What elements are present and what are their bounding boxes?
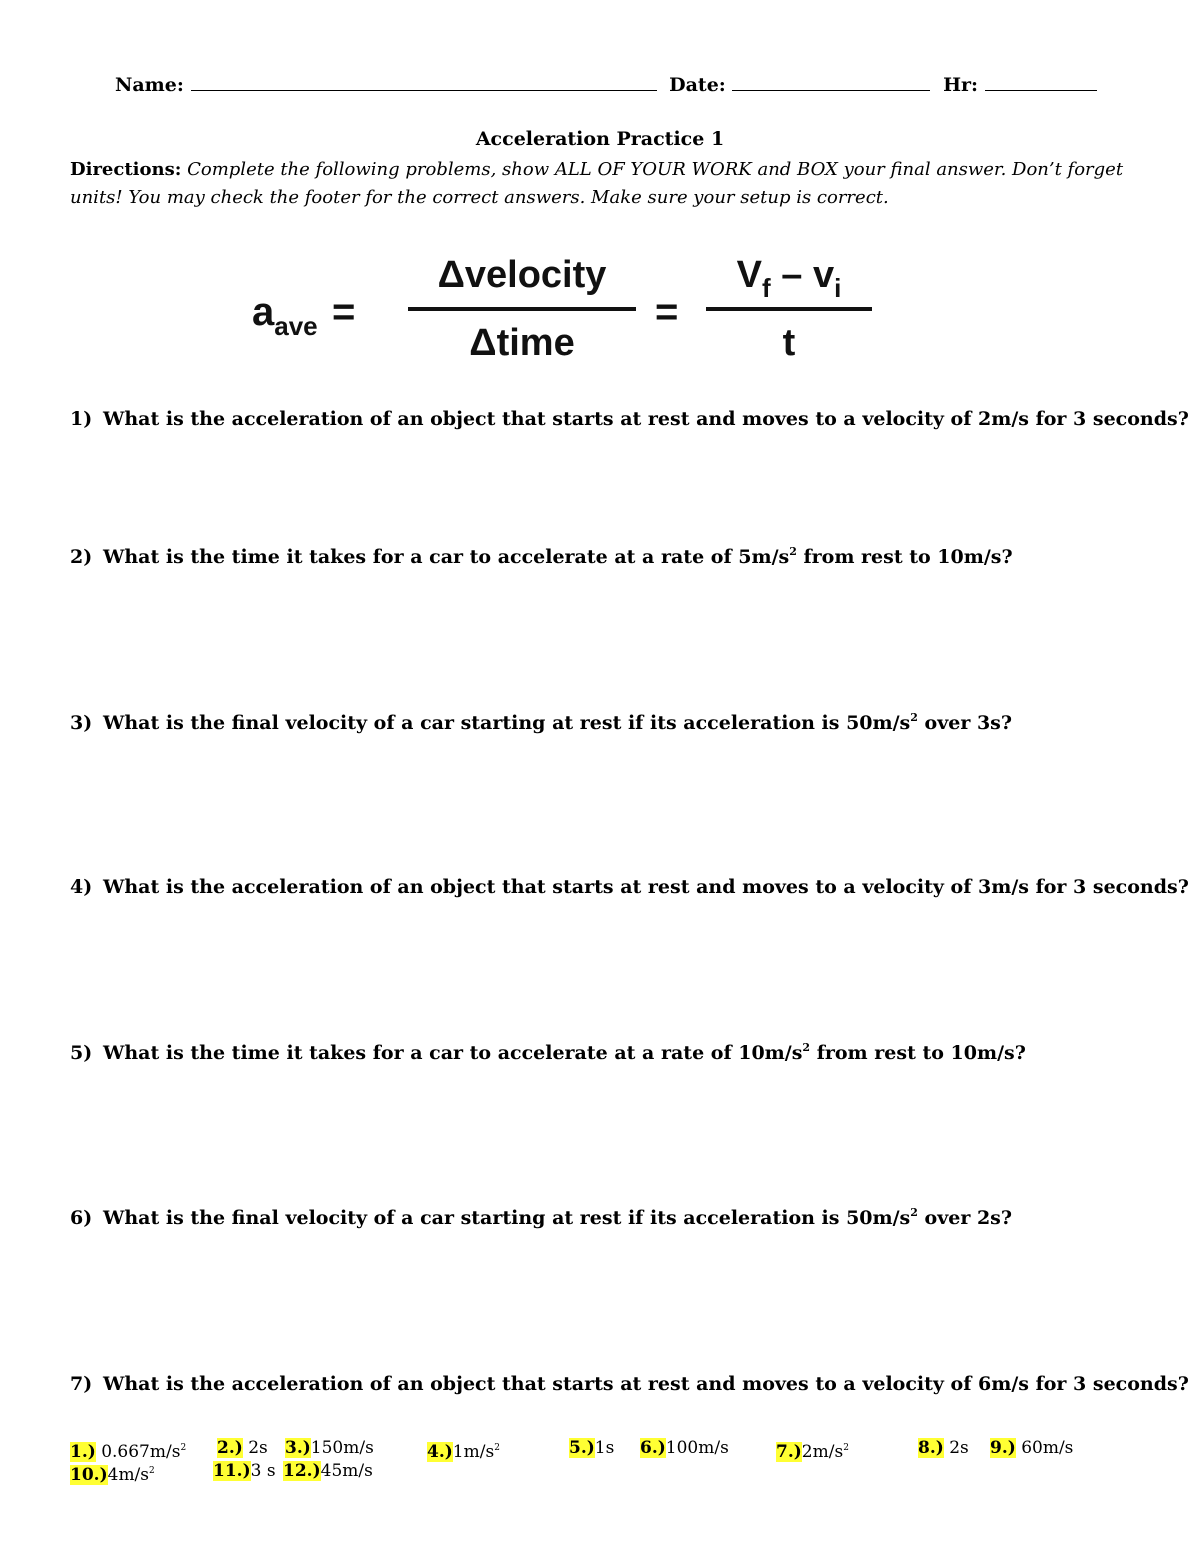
question-text: What is the acceleration of an object that starts at rest and moves to a velocity of 2m/s for 3 seconds? — [103, 408, 1189, 430]
date-field[interactable] — [732, 72, 930, 91]
question-2 — [70, 545, 1150, 568]
answer-number: 12.) — [283, 1461, 321, 1481]
question-text-end: from rest to 10m/s? — [796, 546, 1013, 568]
question-text: What is the final velocity of a car starting at rest if its acceleration is 50m/s — [103, 712, 911, 734]
question-text-end: from rest to 10m/s? — [810, 1042, 1026, 1064]
answer-value: 1s — [594, 1438, 615, 1458]
directions-text: Complete the following problems, show ALL OF YOUR WORK and BOX your final answer. Don’t forget units! You may check the footer for the correct answers. Make sure your setup is correct. — [70, 159, 1124, 208]
question-text: What is the acceleration of an object that starts at rest and moves to a velocity of 6m/s for 3 seconds? — [103, 1373, 1189, 1395]
question-number: 2) — [70, 546, 93, 568]
formula-lhs-subscript: ave — [274, 311, 318, 341]
answer-number: 5.) — [569, 1438, 595, 1458]
answer-7 — [776, 1437, 849, 1464]
answer-value: 150m/s — [310, 1438, 374, 1458]
final-subscript: f — [762, 273, 771, 303]
directions-lead: Directions: — [70, 159, 182, 180]
directions — [70, 156, 1130, 212]
fraction-bar — [706, 307, 872, 311]
exponent: 2 — [910, 711, 918, 724]
question-6 — [70, 1206, 1150, 1229]
formula-delta-time: Δtime — [469, 322, 575, 364]
answer-number: 8.) — [918, 1438, 944, 1458]
answer-5 — [569, 1437, 614, 1460]
question-number: 7) — [70, 1373, 93, 1395]
formula-delta-velocity: Δvelocity — [437, 254, 607, 296]
answer-number: 10.) — [70, 1465, 108, 1485]
answer-number: 1.) — [70, 1442, 96, 1462]
exponent: 2 — [789, 545, 797, 558]
acceleration-formula — [250, 245, 890, 380]
question-number: 4) — [70, 876, 93, 898]
formula-lhs-symbol: a — [252, 290, 275, 334]
answer-2 — [217, 1437, 268, 1460]
initial-subscript: i — [834, 273, 842, 303]
header-line — [115, 72, 1090, 96]
formula-equals-2: = — [655, 290, 679, 334]
hr-field[interactable] — [985, 72, 1097, 91]
question-text: What is the acceleration of an object that starts at rest and moves to a velocity of 3m/s for 3 seconds? — [103, 876, 1189, 898]
answer-value: 0.667m/s — [95, 1442, 181, 1462]
exponent: 2 — [843, 1443, 849, 1453]
formula-fraction-delta — [408, 245, 636, 373]
answer-number: 9.) — [990, 1438, 1016, 1458]
question-4 — [70, 876, 1189, 898]
formula-velocity-difference — [706, 245, 872, 301]
exponent: 2 — [494, 1443, 500, 1453]
minus-sign: – — [770, 254, 813, 296]
question-number: 1) — [70, 408, 93, 430]
question-text-end: over 2s? — [917, 1207, 1012, 1229]
fraction-bar — [408, 307, 636, 311]
question-number: 5) — [70, 1042, 93, 1064]
answer-10 — [70, 1460, 155, 1487]
exponent: 2 — [802, 1041, 811, 1054]
question-text: What is the time it takes for a car to accelerate at a rate of 10m/s — [103, 1042, 803, 1064]
formula-lhs — [252, 290, 318, 342]
exponent: 2 — [910, 1206, 918, 1219]
answer-value: 2s — [242, 1438, 268, 1458]
formula-equals-1: = — [332, 290, 356, 334]
answer-value: 1m/s — [452, 1442, 495, 1462]
initial-velocity-symbol: v — [812, 254, 835, 296]
answer-11 — [213, 1460, 276, 1483]
exponent: 2 — [149, 1466, 155, 1476]
question-text-end: over 3s? — [917, 712, 1012, 734]
answer-value: 60m/s — [1015, 1438, 1074, 1458]
question-1 — [70, 408, 1189, 430]
answer-number: 7.) — [776, 1442, 802, 1462]
question-number: 3) — [70, 712, 93, 734]
answer-number: 2.) — [217, 1438, 243, 1458]
final-velocity-symbol: V — [736, 254, 763, 296]
question-number: 6) — [70, 1207, 93, 1229]
answer-number: 3.) — [285, 1438, 311, 1458]
answer-6 — [640, 1437, 729, 1460]
answer-4 — [427, 1437, 500, 1464]
answer-9 — [990, 1437, 1073, 1460]
exponent: 2 — [180, 1443, 187, 1453]
question-text: What is the final velocity of a car starting at rest if its acceleration is 50m/s — [103, 1207, 911, 1229]
date-label: Date: — [669, 74, 726, 96]
formula-fraction-velocities — [706, 245, 872, 373]
answer-value: 2s — [943, 1438, 969, 1458]
question-7 — [70, 1373, 1189, 1395]
answer-number: 4.) — [427, 1442, 453, 1462]
question-5 — [70, 1041, 1150, 1064]
answer-value: 45m/s — [320, 1461, 373, 1481]
page-title: Acceleration Practice 1 — [475, 128, 725, 150]
name-label: Name: — [115, 74, 184, 96]
question-text: What is the time it takes for a car to accelerate at a rate of 5m/s — [103, 546, 790, 568]
answer-number: 6.) — [640, 1438, 666, 1458]
answer-12 — [283, 1460, 373, 1483]
question-3 — [70, 711, 1150, 734]
name-field[interactable] — [191, 72, 657, 91]
answer-value: 100m/s — [665, 1438, 729, 1458]
hr-label: Hr: — [943, 74, 979, 96]
answer-value: 3 s — [250, 1461, 276, 1481]
answer-value: 4m/s — [107, 1465, 150, 1485]
answer-8 — [918, 1437, 969, 1460]
answer-3 — [285, 1437, 374, 1460]
formula-time-symbol: t — [782, 322, 796, 364]
answer-number: 11.) — [213, 1461, 251, 1481]
answer-value: 2m/s — [801, 1442, 844, 1462]
